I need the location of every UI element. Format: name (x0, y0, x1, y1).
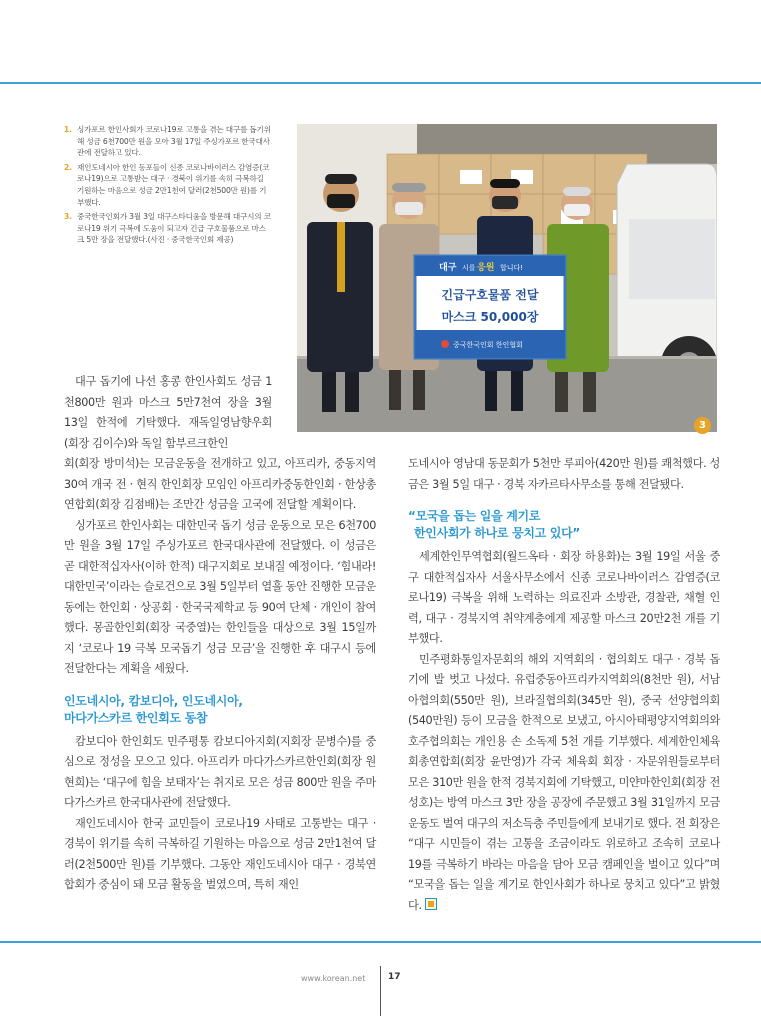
sign-org: 중국한국인회 한인협회 (453, 341, 523, 349)
intro-paragraph-block (64, 372, 272, 454)
section-heading-1-line-2: 마다가스카르 한인회도 동참 (64, 710, 208, 725)
minju-paragraph (408, 650, 720, 917)
caption-text: 중국한국인회가 3월 3일 대구스타디움을 방문해 대구시의 코로나19 위기 극복에 도움이 되고자 긴급 구호물품으로 마스크 5만 장을 전달했다.(사진 · 중국한국인회 제공) (77, 212, 271, 245)
sign-top-d: 합니다! (500, 264, 524, 272)
section-heading-2-line-1: “모국을 돕는 일을 계기로 (408, 509, 541, 523)
page-number: 17 (388, 972, 401, 982)
section-heading-1 (64, 693, 376, 727)
caption-number: 1. (64, 125, 72, 134)
top-rule (0, 82, 761, 84)
sign-top-a: 대구 (439, 263, 457, 273)
section-heading-2 (408, 508, 720, 542)
donation-photo (297, 124, 717, 432)
footer-url: www.korean.net (301, 974, 366, 983)
article-end-icon (425, 898, 437, 910)
donation-sign (415, 256, 565, 358)
sign-line-1: 긴급구호물품 전달 (441, 288, 539, 302)
caption-1 (64, 124, 272, 159)
footer-divider (380, 966, 381, 1016)
left-column (64, 454, 376, 896)
caption-3 (64, 211, 272, 246)
right-column (408, 454, 720, 916)
sign-top-b: 시를 (462, 264, 476, 272)
sign-top-c: 응원 (477, 263, 495, 273)
okta-paragraph: 세계한인무역협회(월드옥타 · 회장 하용화)는 3월 19일 서울 중구 대한적십자사 서울사무소에서 신종 코로나바이러스 감염증(코로나19) 극복을 위해 노력하는 의료진과 소방관, 경찰관, 채혈 인력, 대구 · 경북지역 취약계층에게 제공할 마스크 20만2천 개를 기부했다. (408, 550, 720, 645)
bottom-rule (0, 941, 761, 943)
photo-captions (64, 124, 272, 249)
section-heading-2-line-2: 한인사회가 하나로 뭉치고 있다” (414, 526, 581, 540)
sign-line-2: 마스크 50,000장 (441, 310, 539, 324)
caption-text: 재인도네시아 한인 동포들이 신종 코로나바이러스 감염증(코로나19)으로 고통받는 대구 · 경북이 위기를 속히 극복하길 기원하는 마음으로 성금 2만1천여 달러(2천500만 원)를 기부했다. (77, 162, 270, 207)
caption-number: 3. (64, 212, 72, 222)
section-heading-1-line-1: 인도네시아, 캄보디아, 인도네시아, (64, 693, 243, 708)
indonesia-paragraph: 재인도네시아 한국 교민들이 코로나19 사태로 고통받는 대구 · 경북이 위기를 속히 극복하길 기원하는 마음으로 성금 2만1천여 달러(2천500만 원)를 기부했다. 그동안 재인도네시아 대구 · 경북연합회가 중심이 돼 모금 활동을 벌였으며, 특히 재인 (64, 816, 376, 891)
photo-number-badge: 3 (694, 417, 711, 434)
minju-paragraph-text: 민주평화통일자문회의 해외 지역회의 · 협의회도 대구 · 경북 돕기에 발 벗고 나섰다. 유럽중동아프리카지역회의(8천만 원), 서남아협의회(550만 원), 브라질협의회(345만 원), 중국 선양협의회(540만원) 등이 모금을 한적으로 보냈고, 아시아태평양지역회의와 호주협의회는 개인용 손 소독제 5천 개를 기부했다. 세계한인체육회총연합회(회장 윤만영)가 각국 체육회 회장 · 자문위원들로부터 모은 310만 원을 한적 경북지회에 기탁했고, 미얀마한인회(회장 전성호)는 방역 마스크 3만 장을 공장에 주문했고 3월 31일까지 모금운동도 벌여 대구의 저소득층 주민들에게 보내기로 했다. 전 회장은 “대구 시민들이 겪는 고통을 조금이라도 위로하고 조속히 코로나19를 극복하기 바라는 마음을 담아 모금 캠페인을 벌이고 있다”며 “모국을 돕는 일을 계기로 한인사회가 하나로 뭉치고 있다”고 밝혔다. (408, 652, 720, 912)
caption-2 (64, 162, 272, 208)
caption-number: 2. (64, 162, 72, 172)
intro-paragraph-continued: 회(회장 방미석)는 모금운동을 전개하고 있고, 아프리카, 중동지역 30여 개국 전 · 현직 한인회장 모임인 아프리카중동한인회 · 한상총연합회(회장 김점배)는 조만간 성금을 고국에 전달할 계획이다. (64, 457, 376, 511)
cambodia-paragraph: 캄보디아 한인회도 민주평통 캄보디아지회(지회장 문병수)를 중심으로 정성을 모으고 있다. 아프리카 마다가스카르한인회(회장 원현희)는 ‘대구에 힘을 보태자’는 취지로 모은 성금 800만 원을 주마다가스카르 한국대사관에 전달했다. (64, 734, 376, 809)
singapore-paragraph: 싱가포르 한인사회는 대한민국 돕기 성금 운동으로 모은 6천700만 원을 3월 17일 주싱가포르 한국대사관에 전달했다. 이 성금은 곧 대한적십자사(이하 한적) 대구지회로 보내질 예정이다. ‘힘내라! 대한민국’이라는 슬로건으로 3월 5일부터 열흘 동안 진행한 모금운동에는 한인회 · 상공회 · 한국국제학교 등 90여 단체 · 개인이 참여했다. 몽골한인회(회장 국중열)는 한인들을 대상으로 3월 15일까지 ‘코로나 19 극복 모국돕기 성금 모금’을 진행한 후 대구시 등에 전달한다는 계획을 세웠다. (64, 518, 376, 675)
intro-paragraph: 대구 돕기에 나선 홍콩 한인사회도 성금 1천800만 원과 마스크 5만7천여 장을 3월 13일 한적에 기탁했다. 재독일영남향우회(회장 김이수)와 독일 함부르크한인 (64, 375, 272, 450)
indonesia-paragraph-continued: 도네시아 영남대 동문회가 5천만 루피아(420만 원)를 쾌척했다. 성금은 3월 5일 대구 · 경북 자카르타사무소를 통해 전달됐다. (408, 457, 720, 491)
caption-text: 싱가포르 한인사회가 코로나19로 고통을 겪는 대구를 돕기위해 성금 6천700만 원을 모아 3월 17일 주싱가포르 한국대사관에 전달하고 있다. (77, 125, 271, 158)
